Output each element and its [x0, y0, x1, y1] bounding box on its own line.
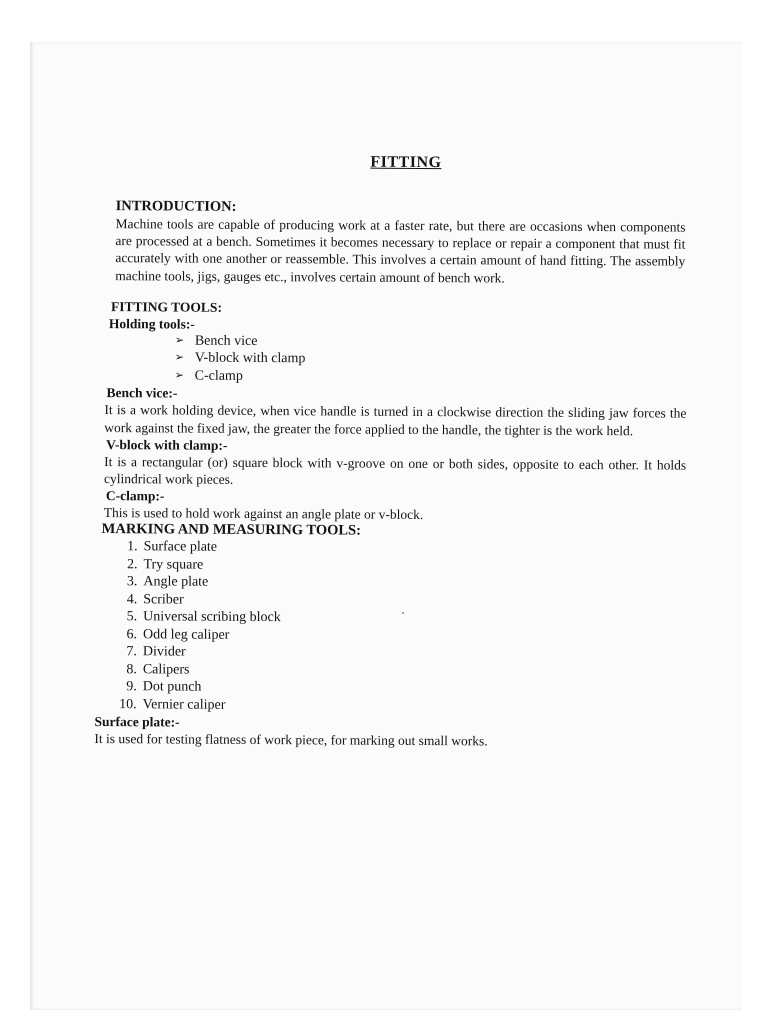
list-number: 4. — [126, 592, 138, 608]
list-item — [115, 626, 689, 647]
list-number: 2. — [126, 557, 138, 573]
list-item-label: Scriber — [143, 592, 184, 608]
list-number: 10. — [119, 696, 137, 713]
marking-tools-heading: MARKING AND MEASURING TOOLS: — [101, 521, 362, 539]
bench-vice-paragraph: It is a work holding device, when vice handle is turned in a clockwise direction the sliding jaw forces the work against the fixed jaw, the greater the force applied to the handle, the tighter is the work held. — [104, 402, 687, 438]
c-clamp-heading: C-clamp:- — [105, 488, 165, 504]
list-item-label: Universal scribing block — [143, 609, 281, 626]
list-item-label: Angle plate — [143, 574, 209, 591]
list-item — [175, 350, 691, 371]
list-item-label: Vernier caliper — [142, 697, 226, 713]
list-number: 1. — [127, 539, 138, 555]
marking-tools-list — [93, 538, 690, 717]
list-item-label: Calipers — [142, 662, 190, 678]
holding-tools-heading: Holding tools:- — [108, 315, 195, 332]
list-number: 6. — [126, 627, 138, 643]
c-clamp-paragraph: This is used to hold work against an angle plate or v-block. — [103, 505, 424, 523]
arrow-bullet-icon: ➢ — [174, 351, 184, 364]
surface-plate-paragraph: It is used for testing flatness of work piece, for marking out small works. — [94, 731, 488, 749]
list-item-label: Try square — [143, 557, 204, 573]
list-item-label: Dot punch — [142, 679, 202, 695]
arrow-bullet-icon: ➢ — [174, 369, 184, 382]
fitting-tools-heading: FITTING TOOLS: — [111, 298, 223, 315]
introduction-paragraph: Machine tools are capable of producing work at a faster rate, but there are occasions when components are processed at a bench. Sometimes it becomes necessary to replace or repair a component that must fit accurately with one another or reassemble. This involves a certain amount of hand fitting. The assembly machine tools, jigs, gauges etc., involves certain amount of bench work. — [115, 216, 686, 286]
document-title: FITTING — [370, 153, 442, 172]
list-item-label: C-clamp — [194, 368, 243, 384]
arrow-bullet-icon: ➢ — [174, 334, 185, 347]
v-block-paragraph: It is a rectangular (or) square block with v-groove on one or both sides, opposite to each other. It holds cylindrical work pieces. — [103, 453, 687, 487]
document-body — [92, 152, 692, 751]
v-block-heading: V-block with clamp:- — [106, 436, 228, 453]
holding-tools-list — [95, 332, 691, 388]
list-item-label: Bench vice — [194, 333, 258, 349]
list-item-label: Odd leg caliper — [143, 627, 230, 643]
surface-plate-heading: Surface plate:- — [94, 714, 180, 730]
list-number: 9. — [126, 679, 137, 695]
list-item-label: V-block with clamp — [194, 350, 306, 367]
scanned-page — [30, 42, 742, 1010]
list-item-label: Divider — [142, 644, 186, 660]
list-number: 7. — [126, 644, 137, 660]
list-item — [115, 573, 689, 594]
list-number: 8. — [126, 662, 137, 678]
list-item-label: Surface plate — [143, 539, 218, 556]
bench-vice-heading: Bench vice:- — [106, 385, 178, 401]
list-number: 3. — [126, 574, 138, 590]
list-item — [115, 696, 689, 717]
list-number: 5. — [126, 609, 138, 625]
introduction-heading: INTRODUCTION: — [115, 198, 237, 215]
